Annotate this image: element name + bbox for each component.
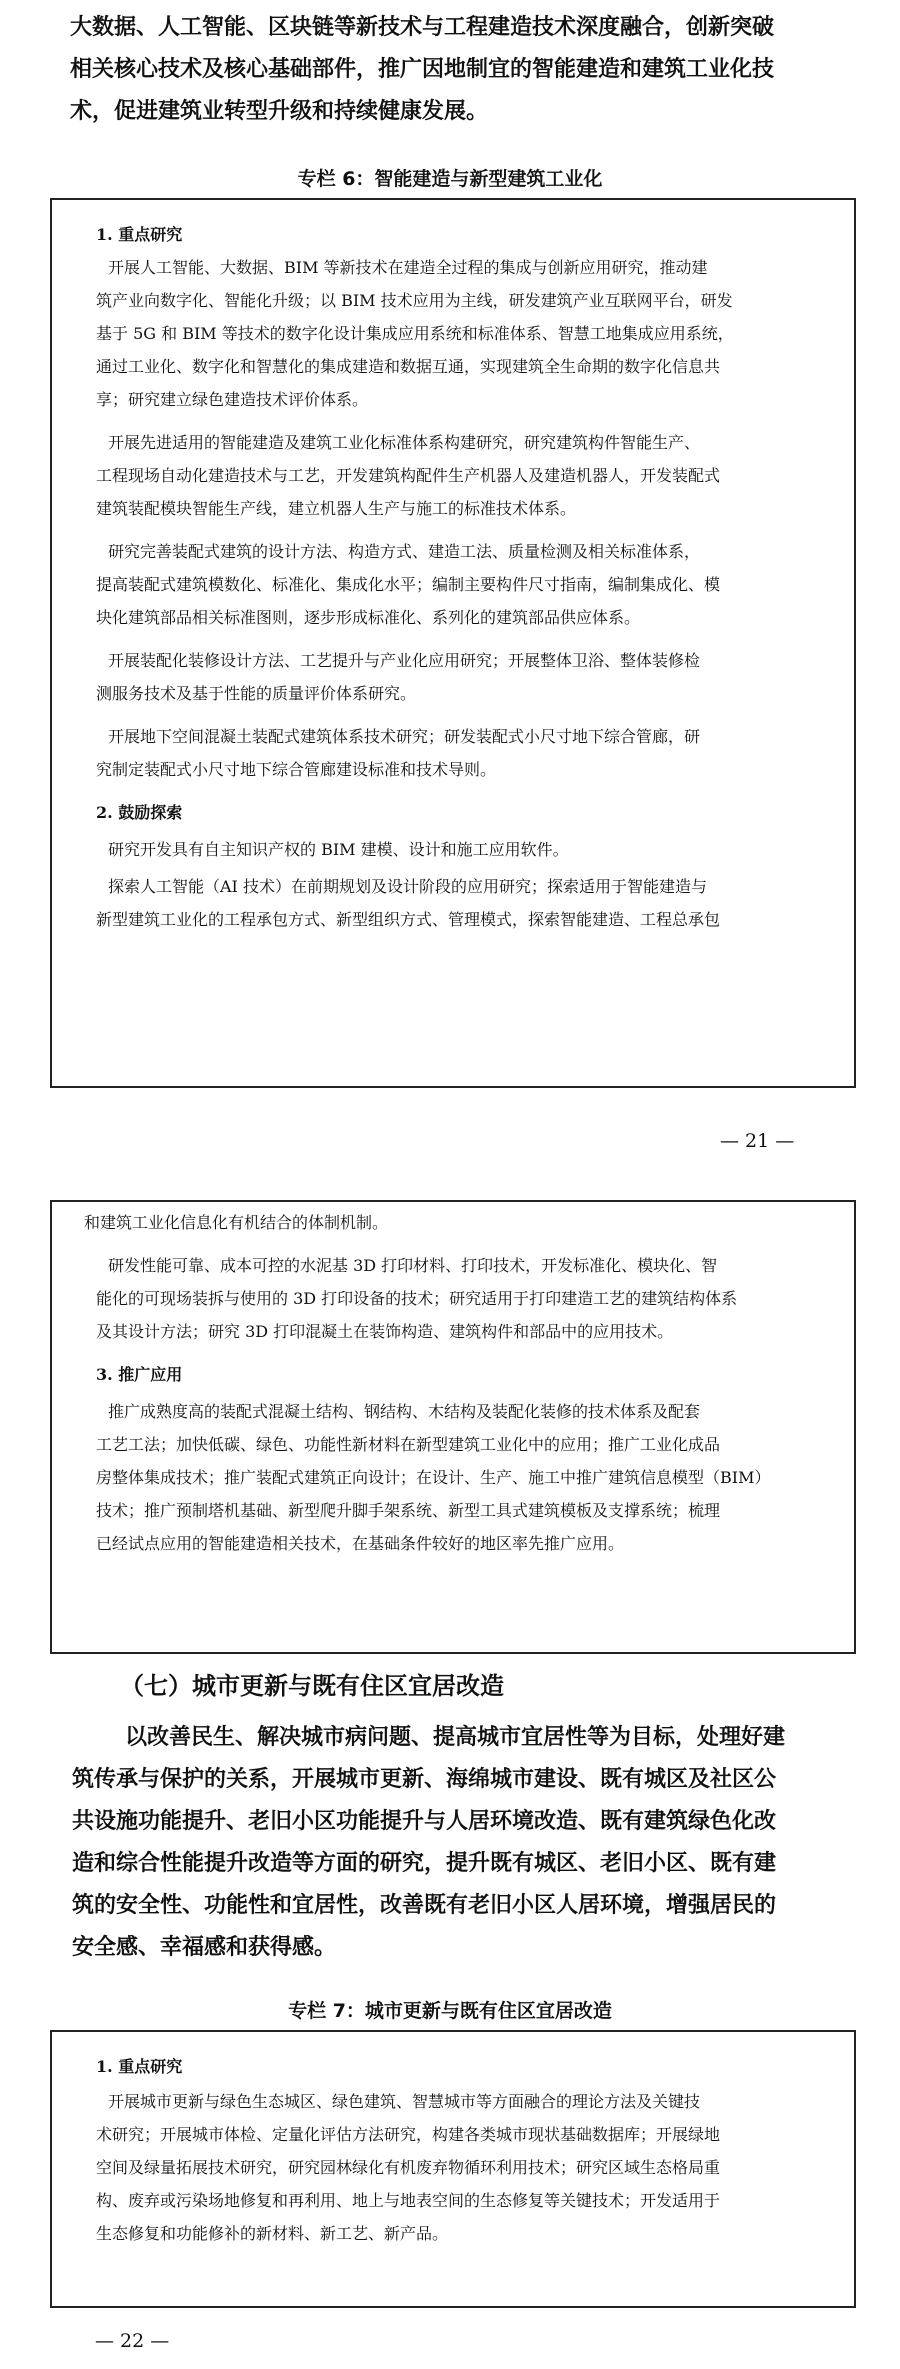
- column7-heading-key-research: 1. 重点研究: [96, 2057, 183, 2076]
- column7-title: 专栏 7：城市更新与既有住区宜居改造: [288, 2000, 612, 2022]
- column6-paragraph: 研发性能可靠、成本可控的水泥基 3D 打印材料、打印技术，开发标准化、模块化、智 能化的可现场装拆与使用的 3D 打印设备的技术；研究适用于打印建造工艺的建筑结构体系 及其设计方法；研究 3D 打印混凝土在装饰构造、建筑构件和部品中的应用技术。: [96, 1256, 738, 1341]
- section7-heading: （七）城市更新与既有住区宜居改造: [120, 1671, 504, 1700]
- column7-paragraph: 开展城市更新与绿色生态城区、绿色建筑、智慧城市等方面融合的理论方法及关键技 术研究；开展城市体检、定量化评估方法研究，构建各类城市现状基础数据库；开展绿地 空间及绿量拓展技术研究，研究园林绿化有机废弃物循环利用技术；研究区域生态格局重 构、废弃或污染场地修复和再利用、地上与地表空间的生态修复等关键技术；开发适用于 生态修复和功能修补的新材料、新工艺、新产品。: [96, 2092, 721, 2243]
- column6-paragraph: 研究完善装配式建筑的设计方法、构造方式、建造工法、质量检测及相关标准体系， 提高装配式建筑模数化、标准化、集成化水平；编制主要构件尺寸指南，编制集成化、模 块化建筑部品相关标准图则，逐步形成标准化、系列化的建筑部品供应体系。: [96, 542, 721, 627]
- column7-box: [50, 2030, 856, 2308]
- column6-paragraph: 和建筑工业化信息化有机结合的体制机制。: [84, 1213, 389, 1232]
- column6-heading-explore: 2. 鼓励探索: [96, 803, 183, 822]
- section7-paragraph: 以改善民生、解决城市病问题、提高城市宜居性等为目标，处理好建 筑传承与保护的关系，开展城市更新、海绵城市建设、既有城区及社区公 共设施功能提升、老旧小区功能提升与人居环境改造、既有建筑绿色化改 造和综合性能提升改造等方面的研究，提升既有城区、老旧小区、既有建 筑的安全性、功能性和宜居性，改善既有老旧小区人居环境，增强居民的 安全感、幸福感和获得感。: [72, 1724, 786, 1960]
- column6-box: [50, 198, 856, 1088]
- column6-heading-key-research: 1. 重点研究: [96, 225, 183, 244]
- column6-paragraph: 推广成熟度高的装配式混凝土结构、钢结构、木结构及装配化装修的技术体系及配套 工艺工法；加快低碳、绿色、功能性新材料在新型建筑工业化中的应用；推广工业化成品 房整体集成技术；推广装配式建筑正向设计；在设计、生产、施工中推广建筑信息模型（BIM） 技术；推广预制塔机基础、新型爬升脚手架系统、新型工具式建筑模板及支撑系统；梳理 已经试点应用的智能建造相关技术，在基础条件较好的地区率先推广应用。: [96, 1402, 771, 1553]
- page-number-21: — 21 —: [720, 1130, 795, 1152]
- column6-paragraph: 探索人工智能（AI 技术）在前期规划及设计阶段的应用研究；探索适用于智能建造与 新型建筑工业化的工程承包方式、新型组织方式、管理模式，探索智能建造、工程总承包: [96, 877, 721, 929]
- column6-paragraph: 开展地下空间混凝土装配式建筑体系技术研究；研发装配式小尺寸地下综合管廊，研 究制定装配式小尺寸地下综合管廊建设标准和技术导则。: [96, 727, 701, 779]
- intro-paragraph: [70, 6, 860, 132]
- intro-line: 大数据、人工智能、区块链等新技术与工程建造技术深度融合，创新突破: [70, 14, 775, 40]
- column6-title: 专栏 6：智能建造与新型建筑工业化: [297, 168, 603, 190]
- column6-paragraph: 研究开发具有自主知识产权的 BIM 建模、设计和施工应用软件。: [108, 840, 569, 859]
- column6-continued-box: [50, 1200, 856, 1654]
- column6-paragraph: 开展人工智能、大数据、BIM 等新技术在建造全过程的集成与创新应用研究，推动建 筑产业向数字化、智能化升级；以 BIM 技术应用为主线，研发建筑产业互联网平台，研发 基于 5G 和 BIM 等技术的数字化设计集成应用系统和标准体系、智慧工地集成应用系统， 通过工业化、数字化和智慧化的集成建造和数据互通，实现建筑全生命期的数字化信息共 享；研究建立绿色建造技术评价体系。: [96, 258, 734, 409]
- intro-line: 相关核心技术及核心基础部件，推广因地制宜的智能建造和建筑工业化技: [70, 56, 775, 82]
- column6-paragraph: 开展先进适用的智能建造及建筑工业化标准体系构建研究，研究建筑构件智能生产、 工程现场自动化建造技术与工艺，开发建筑构配件生产机器人及建造机器人，开发装配式 建筑装配模块智能生产线，建立机器人生产与施工的标准技术体系。: [96, 433, 721, 518]
- column6-paragraph: 开展装配化装修设计方法、工艺提升与产业化应用研究；开展整体卫浴、整体装修检 测服务技术及基于性能的质量评价体系研究。: [96, 651, 701, 703]
- page-number-22: — 22 —: [95, 2330, 170, 2352]
- intro-line: 术，促进建筑业转型升级和持续健康发展。: [70, 98, 489, 124]
- column6-heading-promote: 3. 推广应用: [96, 1365, 183, 1384]
